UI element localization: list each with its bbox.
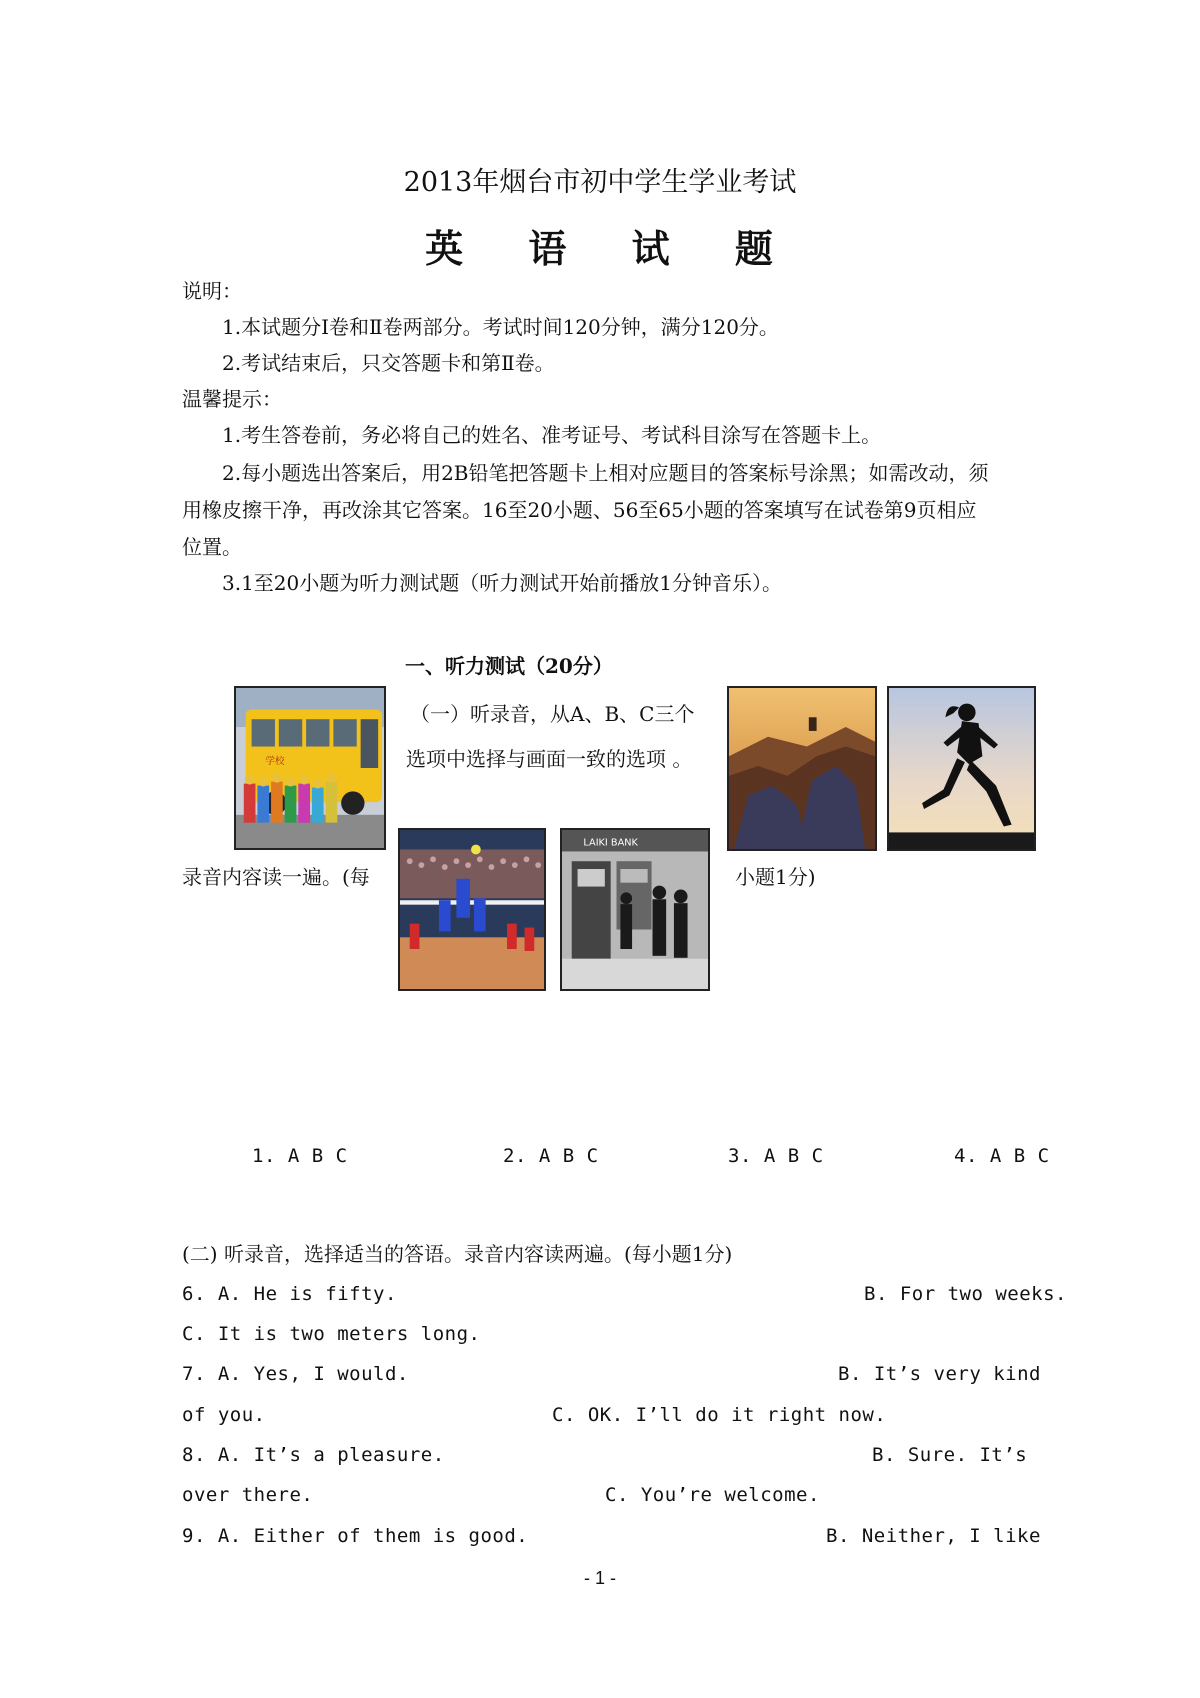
subject-title: 英 语 试 题: [425, 226, 799, 271]
q6-option-b: B. For two weeks.: [864, 1283, 1067, 1305]
listening-section-title: 一、听力测试（20分）: [405, 654, 613, 678]
q7-option-c: C. OK. I’ll do it right now.: [552, 1404, 887, 1426]
q7-option-b: B. It’s very kind: [838, 1363, 1041, 1385]
tip-line: 3.1至20小题为听力测试题（听力测试开始前播放1分钟音乐）。: [222, 571, 782, 595]
part1-instruction-line: 选项中选择与画面一致的选项 。: [406, 747, 693, 771]
q7-option-a: 7. A. Yes, I would.: [182, 1363, 409, 1385]
great-wall-picture: [727, 686, 877, 851]
q6-option-c: C. It is two meters long.: [182, 1323, 481, 1345]
bank-picture: [560, 828, 710, 991]
picture-question: 4. A B C: [954, 1145, 1050, 1167]
q7-option-b-cont: of you.: [182, 1404, 266, 1426]
q9-option-a: 9. A. Either of them is good.: [182, 1525, 529, 1547]
picture-question: 1. A B C: [252, 1145, 348, 1167]
page-number: - 1 -: [583, 1568, 616, 1588]
q8-option-a: 8. A. It’s a pleasure.: [182, 1444, 445, 1466]
tips-heading: 温馨提示：: [182, 387, 282, 411]
school-bus-picture: [234, 686, 386, 850]
q8-option-b: B. Sure. It’s: [872, 1444, 1028, 1466]
tip-line: 1.考生答卷前，务必将自己的姓名、准考证号、考试科目涂写在答题卡上。: [222, 423, 882, 447]
exam-title: 2013年烟台市初中学生学业考试: [403, 167, 797, 198]
volleyball-picture: [398, 828, 546, 991]
q8-option-b-cont: over there.: [182, 1484, 314, 1506]
picture-question: 3. A B C: [728, 1145, 824, 1167]
tip-line: 用橡皮擦干净，再改涂其它答案。16至20小题、56至65小题的答案填写在试卷第9页相应: [182, 498, 977, 522]
q8-option-c: C. You’re welcome.: [605, 1484, 820, 1506]
q9-option-b: B. Neither, I like: [826, 1525, 1041, 1547]
q6-option-a: 6. A. He is fifty.: [182, 1283, 397, 1305]
part1-instruction-left: 录音内容读一遍。(每: [182, 865, 370, 889]
picture-question: 2. A B C: [503, 1145, 599, 1167]
tip-line: 2.每小题选出答案后，用2B铅笔把答题卡上相对应题目的答案标号涂黑；如需改动，须: [222, 461, 989, 485]
tip-line: 位置。: [182, 535, 242, 559]
part2-title: (二) 听录音，选择适当的答语。录音内容读两遍。(每小题1分): [182, 1242, 733, 1266]
part1-instruction-line: （一）听录音，从A、B、C三个: [410, 702, 695, 726]
part1-instruction-right: 小题1分): [735, 865, 816, 889]
instruction-item: 1.本试题分Ⅰ卷和Ⅱ卷两部分。考试时间120分钟，满分120分。: [222, 315, 779, 339]
instructions-heading: 说明：: [182, 279, 242, 303]
instruction-item: 2.考试结束后，只交答题卡和第Ⅱ卷。: [222, 351, 555, 375]
bus-sign: 学校: [265, 756, 285, 768]
bank-sign: LAIKI BANK: [583, 837, 638, 849]
runner-picture: [887, 686, 1036, 851]
